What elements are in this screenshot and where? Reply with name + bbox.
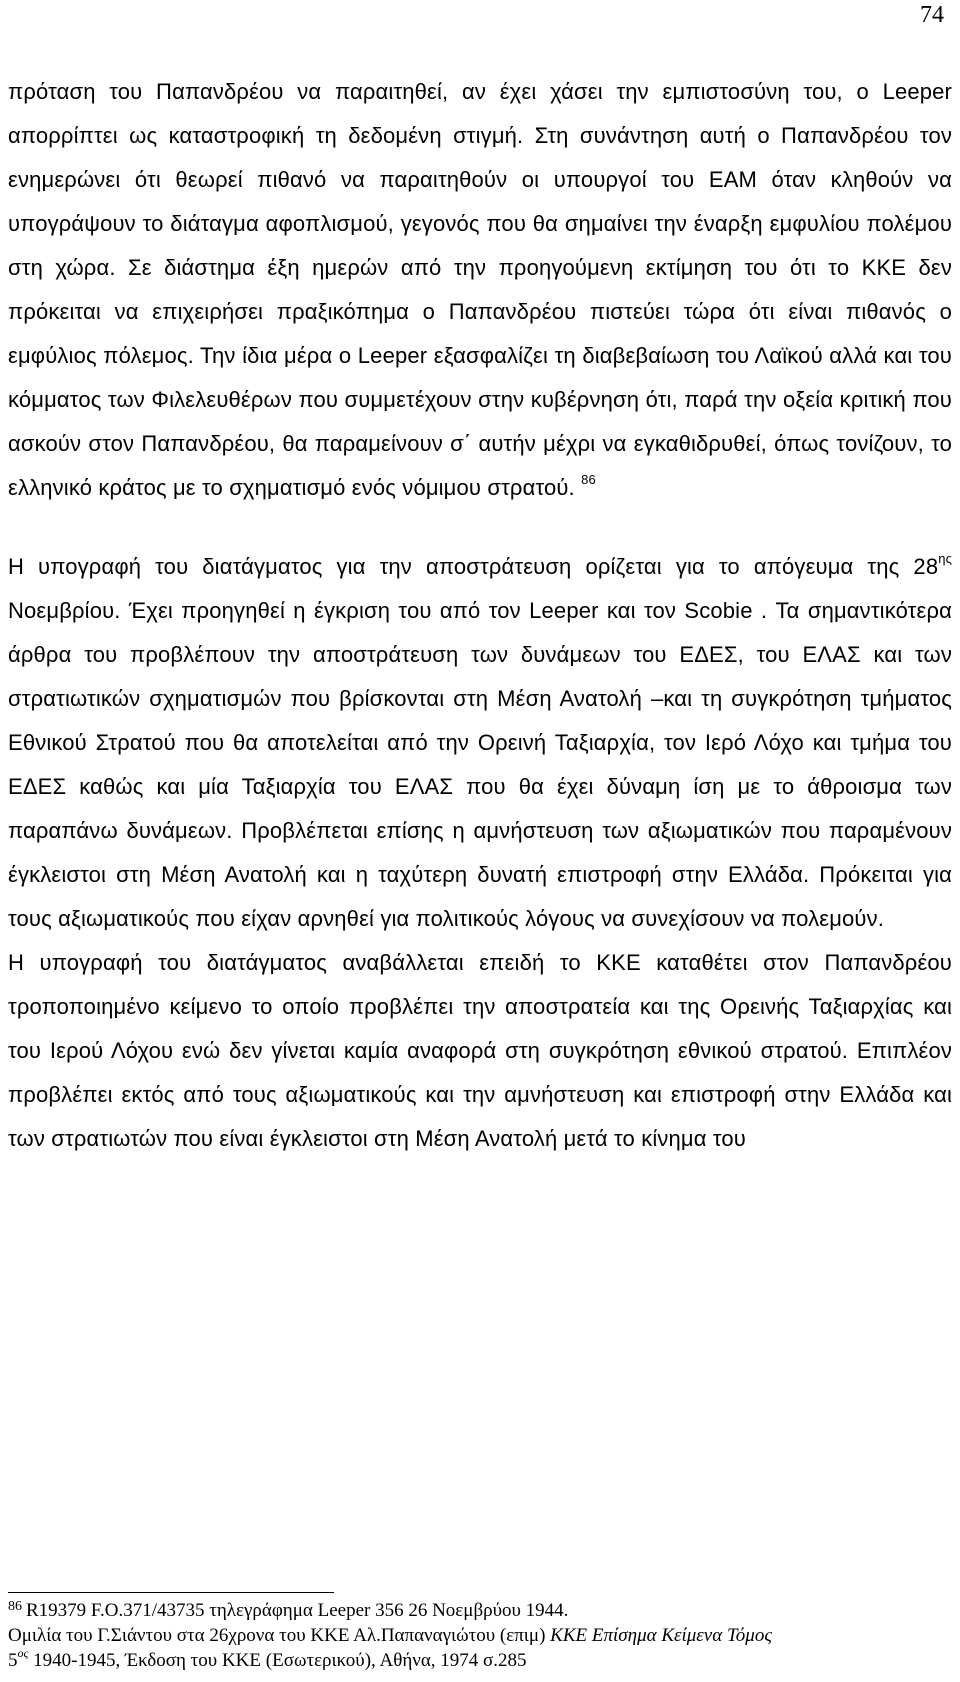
footnotes [8,1598,954,1673]
paragraph-1 [8,70,952,510]
footnote-source-cont [8,1645,954,1673]
footnote-separator [8,1592,334,1593]
paragraph-text: Νοεμβρίου. Έχει προηγηθεί η έγκριση του από τον Leeper και τον Scobie . Τα σημαντικότερα άρθρα του προβλέπουν την αποστράτευση των δυνάμεων του ΕΔΕΣ, του ΕΛΑΣ και των στρατιωτικών σχηματισμών που βρίσκονται στη Μέση Ανατολή –και τη συγκρότηση τμήματος Εθνικού Στρατού που θα αποτελείται από την Ορεινή Ταξιαρχία, τον Ιερό Λόχο και τμήμα του ΕΔΕΣ καθώς και μία Ταξιαρχία του ΕΛΑΣ που θα έχει δύναμη ίση με το άθροισμα των παραπάνω δυνάμεων. Προβλέπεται επίσης η αμνήστευση των αξιωματικών που παραμένουν έγκλειστοι στη Μέση Ανατολή και η ταχύτερη δυνατή επιστροφή στην Ελλάδα. Πρόκειται για τους αξιωματικούς που είχαν αρνηθεί για πολιτικούς λόγους να συνεχίσουν να πολεμούν. [8,598,952,931]
footnote-86 [8,1598,954,1623]
main-text [8,70,952,1161]
footnote-source [8,1623,954,1648]
footnote-number: 86 [8,1599,22,1614]
ordinal-suffix: ης [938,550,952,566]
page-number: 74 [920,2,944,28]
paragraph-text: Η υπογραφή του διατάγματος αναβάλλεται επειδή το ΚΚΕ καταθέτει στον Παπανδρέου τροποποιημένο κείμενο το οποίο προβλέπει την αποστρατεία και της Ορεινής Ταξιαρχίας και του Ιερού Λόχου ενώ δεν γίνεται καμία αναφορά στη συγκρότηση εθνικού στρατού. Επιπλέον προβλέπει εκτός από τους αξιωματικούς και την αμνήστευση και επιστροφή στην Ελλάδα και των στρατιωτών που είναι έγκλειστοι στη Μέση Ανατολή μετά το κίνημα του [8,950,952,1151]
paragraph-2 [8,545,952,941]
footnote-text: 1940-1945, Έκδοση του ΚΚΕ (Εσωτερικού), Αθήνα, 1974 σ.285 [28,1650,527,1671]
paragraph-text: πρόταση του Παπανδρέου να παραιτηθεί, αν έχει χάσει την εμπιστοσύνη του, ο Leeper απορρίπτει ως καταστροφική τη δεδομένη στιγμή. Στη συνάντηση αυτή ο Παπανδρέου τον ενημερώνει ότι θεωρεί πιθανό να παραιτηθούν οι υπουργοί του ΕΑΜ όταν κληθούν να υπογράψουν το διάταγμα αφοπλισμού, γεγονός που θα σημαίνει την έναρξη εμφυλίου πολέμου στη χώρα. Σε διάστημα έξη ημερών από την προηγούμενη εκτίμηση του ότι το ΚΚΕ δεν πρόκειται να επιχειρήσει πραξικόπημα ο Παπανδρέου πιστεύει τώρα ότι είναι πιθανός ο εμφύλιος πόλεμος. Την ίδια μέρα ο Leeper εξασφαλίζει τη διαβεβαίωση του Λαϊκού αλλά και του κόμματος των Φιλελευθέρων που συμμετέχουν στην κυβέρνηση ότι, παρά την οξεία κριτική που ασκούν στον Παπανδρέου, θα παραμείνουν σ΄ αυτήν μέχρι να εγκαθιδρυθεί, όπως τονίζουν, το ελληνικό κράτος με το σχηματισμό ενός νόμιμου στρατού. [8,79,952,500]
footnote-reference: 86 [581,471,596,487]
footnote-text: R19379 F.O.371/43735 τηλεγράφημα Leeper 356 26 Νοεμβρύου 1944. [26,1600,569,1621]
volume-number: 5 [8,1650,18,1671]
ordinal-suffix: ος [17,1645,29,1660]
footnote-text: Ομιλία του Γ.Σιάντου στα 26χρονα του ΚΚΕ Αλ.Παπαναγιώτου (επιμ) [8,1625,551,1646]
paragraph-3 [8,941,952,1161]
paragraph-text: Η υπογραφή του διατάγματος για την αποστράτευση ορίζεται για το απόγευμα της 28 [8,554,939,579]
footnote-title: ΚΚΕ Επίσημα Κείμενα Τόμος [550,1625,773,1646]
